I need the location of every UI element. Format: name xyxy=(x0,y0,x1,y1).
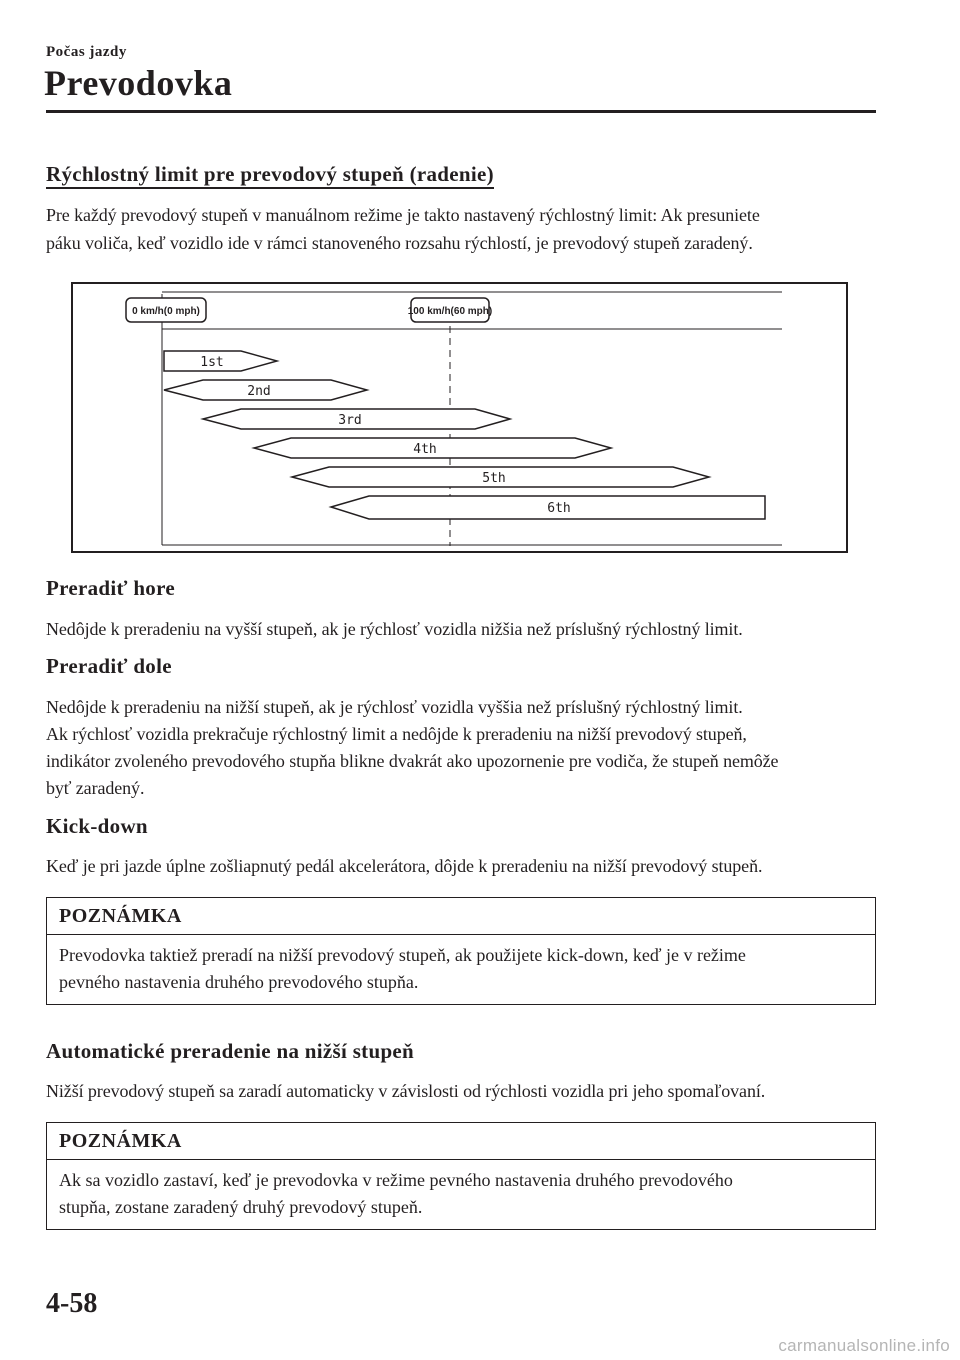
speed-mid-label: 100 km/h(60 mph) xyxy=(407,306,493,317)
upshift-heading: Preradiť hore xyxy=(46,576,175,600)
section-label: Počas jazdy xyxy=(46,44,127,60)
gear-label-5th: 5th xyxy=(482,471,506,486)
note-line-2: stupňa, zostane zaradený druhý prevodový stupeň. xyxy=(59,1197,423,1217)
kickdown-heading: Kick-down xyxy=(46,814,148,838)
speed-start-label: 0 km/h(0 mph) xyxy=(132,306,200,317)
downshift-line-2: Ak rýchlosť vozidla prekračuje rýchlostný limit a nedôjde k preradeniu na nižší prevodový stupeň, xyxy=(46,724,747,744)
downshift-line-1: Nedôjde k preradeniu na nižší stupeň, ak je rýchlosť vozidla vyššia než príslušný rýchlostný limit. xyxy=(46,697,743,717)
gear-label-4th: 4th xyxy=(413,442,437,457)
page-number: 4-58 xyxy=(46,1288,98,1319)
speed-tag-mid xyxy=(408,298,492,322)
auto-downshift-text: Nižší prevodový stupeň sa zaradí automaticky v závislosti od rýchlosti vozidla pri jeho spomaľovaní. xyxy=(46,1081,766,1101)
gear-speed-diagram-svg xyxy=(73,284,846,551)
gear-band-4th xyxy=(254,438,611,458)
downshift-heading: Preradiť dole xyxy=(46,654,172,678)
gear-speed-diagram xyxy=(71,282,848,553)
gear-band-3rd xyxy=(203,409,510,429)
note-body xyxy=(47,1160,875,1229)
kickdown-text: Keď je pri jazde úplne zošliapnutý pedál akcelerátora, dôjde k preradeniu na nižší prevodový stupeň. xyxy=(46,856,763,876)
downshift-line-3: indikátor zvoleného prevodového stupňa blikne dvakrát ako upozornenie pre vodiča, že stupeň nemôže xyxy=(46,751,779,771)
note-body xyxy=(47,935,875,1004)
gear-label-3rd: 3rd xyxy=(338,413,362,428)
speed-limit-heading: Rýchlostný limit pre prevodový stupeň (radenie) xyxy=(46,162,494,187)
note-line-2: pevného nastavenia druhého prevodového stupňa. xyxy=(59,972,419,992)
gear-band-6th xyxy=(331,496,765,519)
auto-downshift-heading: Automatické preradenie na nižší stupeň xyxy=(46,1039,415,1063)
gear-label-1st: 1st xyxy=(200,355,224,370)
note-line-1: Ak sa vozidlo zastaví, keď je prevodovka v režime pevného nastavenia druhého prevodového xyxy=(59,1170,733,1190)
upshift-text: Nedôjde k preradeniu na vyšší stupeň, ak je rýchlosť vozidla nižšia než príslušný rýchlostný limit. xyxy=(46,619,743,639)
note-box-kickdown xyxy=(46,897,876,1005)
gear-band-5th xyxy=(292,467,709,487)
chapter-divider xyxy=(46,110,876,113)
gear-band-1st xyxy=(164,351,277,371)
note-title: POZNÁMKA xyxy=(47,898,875,935)
chapter-title: Prevodovka xyxy=(44,63,233,103)
speed-limit-intro-line-1: Pre každý prevodový stupeň v manuálnom režime je takto nastavený rýchlostný limit: Ak presuniete xyxy=(46,205,760,225)
gear-label-2nd: 2nd xyxy=(247,384,271,399)
note-title: POZNÁMKA xyxy=(47,1123,875,1160)
note-line-1: Prevodovka taktiež preradí na nižší prevodový stupeň, ak použijete kick-down, keď je v režime xyxy=(59,945,746,965)
watermark: carmanualsonline.info xyxy=(778,1336,950,1355)
gear-label-6th: 6th xyxy=(547,501,571,516)
note-box-stop xyxy=(46,1122,876,1230)
downshift-line-4: byť zaradený. xyxy=(46,778,145,798)
speed-tag-start xyxy=(126,298,206,322)
speed-limit-intro-line-2: páku voliča, keď vozidlo ide v rámci stanoveného rozsahu rýchlostí, je prevodový stupeň zaradený. xyxy=(46,233,753,253)
gear-band-2nd xyxy=(164,380,367,400)
